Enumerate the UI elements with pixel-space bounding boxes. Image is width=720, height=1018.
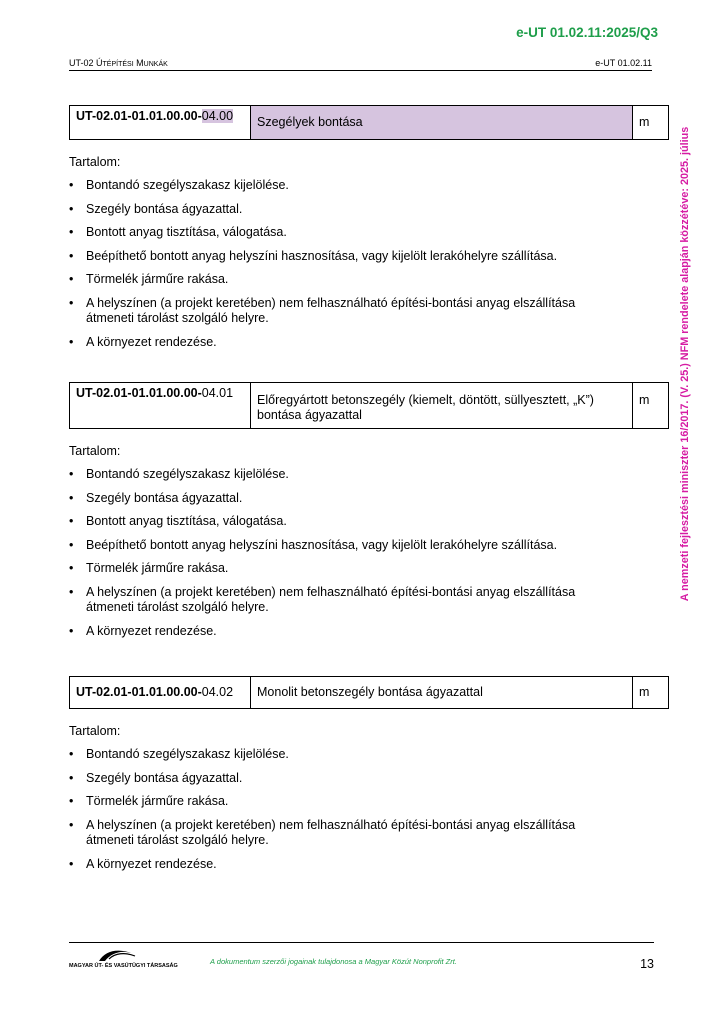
item-block-1 — [69, 105, 669, 358]
side-publication-note — [678, 98, 692, 630]
list-item: • A helyszínen (a projekt keretében) nem felhasználható építési-bontási anyag elszállítása átmeneti tárolást szolgáló helyre. — [69, 818, 626, 849]
list-item: • Bontott anyag tisztítása, válogatása. — [69, 225, 626, 241]
item-code-prefix: UT-02.01-01.01.00.00- — [76, 386, 202, 400]
running-header-left — [69, 58, 168, 68]
list-item: • Szegély bontása ágyazattal. — [69, 491, 626, 507]
item-unit: m — [633, 383, 669, 429]
running-header-title-rest2: UNKÁK — [143, 61, 168, 68]
side-publication-note-text: A nemzeti fejlesztési miniszter 16/2017. (V. 25.) NFM rendelete alapján közzétéve: 2025. július — [679, 126, 691, 602]
item-name: Szegélyek bontása — [251, 106, 633, 140]
footer-rule — [69, 942, 654, 943]
contents-list — [69, 747, 669, 872]
logo-text: MAGYAR ÚT- ÉS VASÚTÜGYI TÁRSASÁG — [69, 963, 178, 969]
item-code — [70, 106, 251, 140]
item-code-suffix: 04.02 — [201, 685, 234, 699]
list-item: • Törmelék járműre rakása. — [69, 794, 626, 810]
running-header-title-rest1: TÉPÍTÉSI — [102, 61, 134, 68]
list-item: • Szegély bontása ágyazattal. — [69, 771, 626, 787]
list-item: • A helyszínen (a projekt keretében) nem felhasználható építési-bontási anyag elszállítása átmeneti tárolást szolgáló helyre. — [69, 296, 626, 327]
item-header-table — [69, 105, 669, 140]
running-header-title-cap2: M — [136, 58, 144, 68]
logo-swoosh-icon — [69, 947, 159, 963]
mautt-logo — [69, 947, 178, 969]
item-code-suffix: 04.01 — [201, 386, 234, 400]
copyright-notice: A dokumentum szerzői jogainak tulajdonosa a Magyar Közút Nonprofit Zrt. — [210, 957, 457, 966]
contents-label: Tartalom: — [69, 155, 121, 169]
item-name: Monolit betonszegély bontása ágyazattal — [251, 677, 633, 709]
list-item: • Bontandó szegélyszakasz kijelölése. — [69, 467, 626, 483]
list-item: • Törmelék járműre rakása. — [69, 272, 626, 288]
running-header-right: e-UT 01.02.11 — [595, 58, 652, 68]
list-item: • A környezet rendezése. — [69, 624, 626, 640]
item-code-suffix: 04.00 — [201, 109, 234, 123]
list-item: • Törmelék járműre rakása. — [69, 561, 626, 577]
item-code-prefix: UT-02.01-01.01.00.00- — [76, 685, 202, 699]
running-header-title-cap1: Ú — [96, 58, 103, 68]
item-unit: m — [633, 677, 669, 709]
item-name: Előregyártott betonszegély (kiemelt, döntött, süllyesztett, „K”) bontása ágyazattal — [251, 383, 633, 429]
item-code-prefix: UT-02.01-01.01.00.00- — [76, 109, 202, 123]
document-id: e-UT 01.02.11:2025/Q3 — [516, 25, 658, 40]
list-item: • A helyszínen (a projekt keretében) nem felhasználható építési-bontási anyag elszállítása átmeneti tárolást szolgáló helyre. — [69, 585, 626, 616]
running-header-code: UT-02 — [69, 58, 94, 68]
contents-list — [69, 178, 669, 350]
contents-label: Tartalom: — [69, 724, 121, 738]
list-item: • A környezet rendezése. — [69, 335, 626, 351]
list-item: • Bontandó szegélyszakasz kijelölése. — [69, 178, 626, 194]
item-code — [70, 677, 251, 709]
contents-list — [69, 467, 669, 639]
item-header-table — [69, 676, 669, 709]
page-number: 13 — [640, 957, 654, 971]
item-header-table — [69, 382, 669, 429]
running-header — [69, 58, 652, 71]
contents-label: Tartalom: — [69, 444, 121, 458]
list-item: • Beépíthető bontott anyag helyszíni hasznosítása, vagy kijelölt lerakóhelyre szállítása. — [69, 538, 626, 554]
list-item: • Bontandó szegélyszakasz kijelölése. — [69, 747, 626, 763]
item-code — [70, 383, 251, 429]
list-item: • Beépíthető bontott anyag helyszíni hasznosítása, vagy kijelölt lerakóhelyre szállítása. — [69, 249, 626, 265]
item-block-3 — [69, 676, 669, 880]
list-item: • Szegély bontása ágyazattal. — [69, 202, 626, 218]
list-item: • Bontott anyag tisztítása, válogatása. — [69, 514, 626, 530]
item-unit: m — [633, 106, 669, 140]
list-item: • A környezet rendezése. — [69, 857, 626, 873]
item-block-2 — [69, 382, 669, 647]
